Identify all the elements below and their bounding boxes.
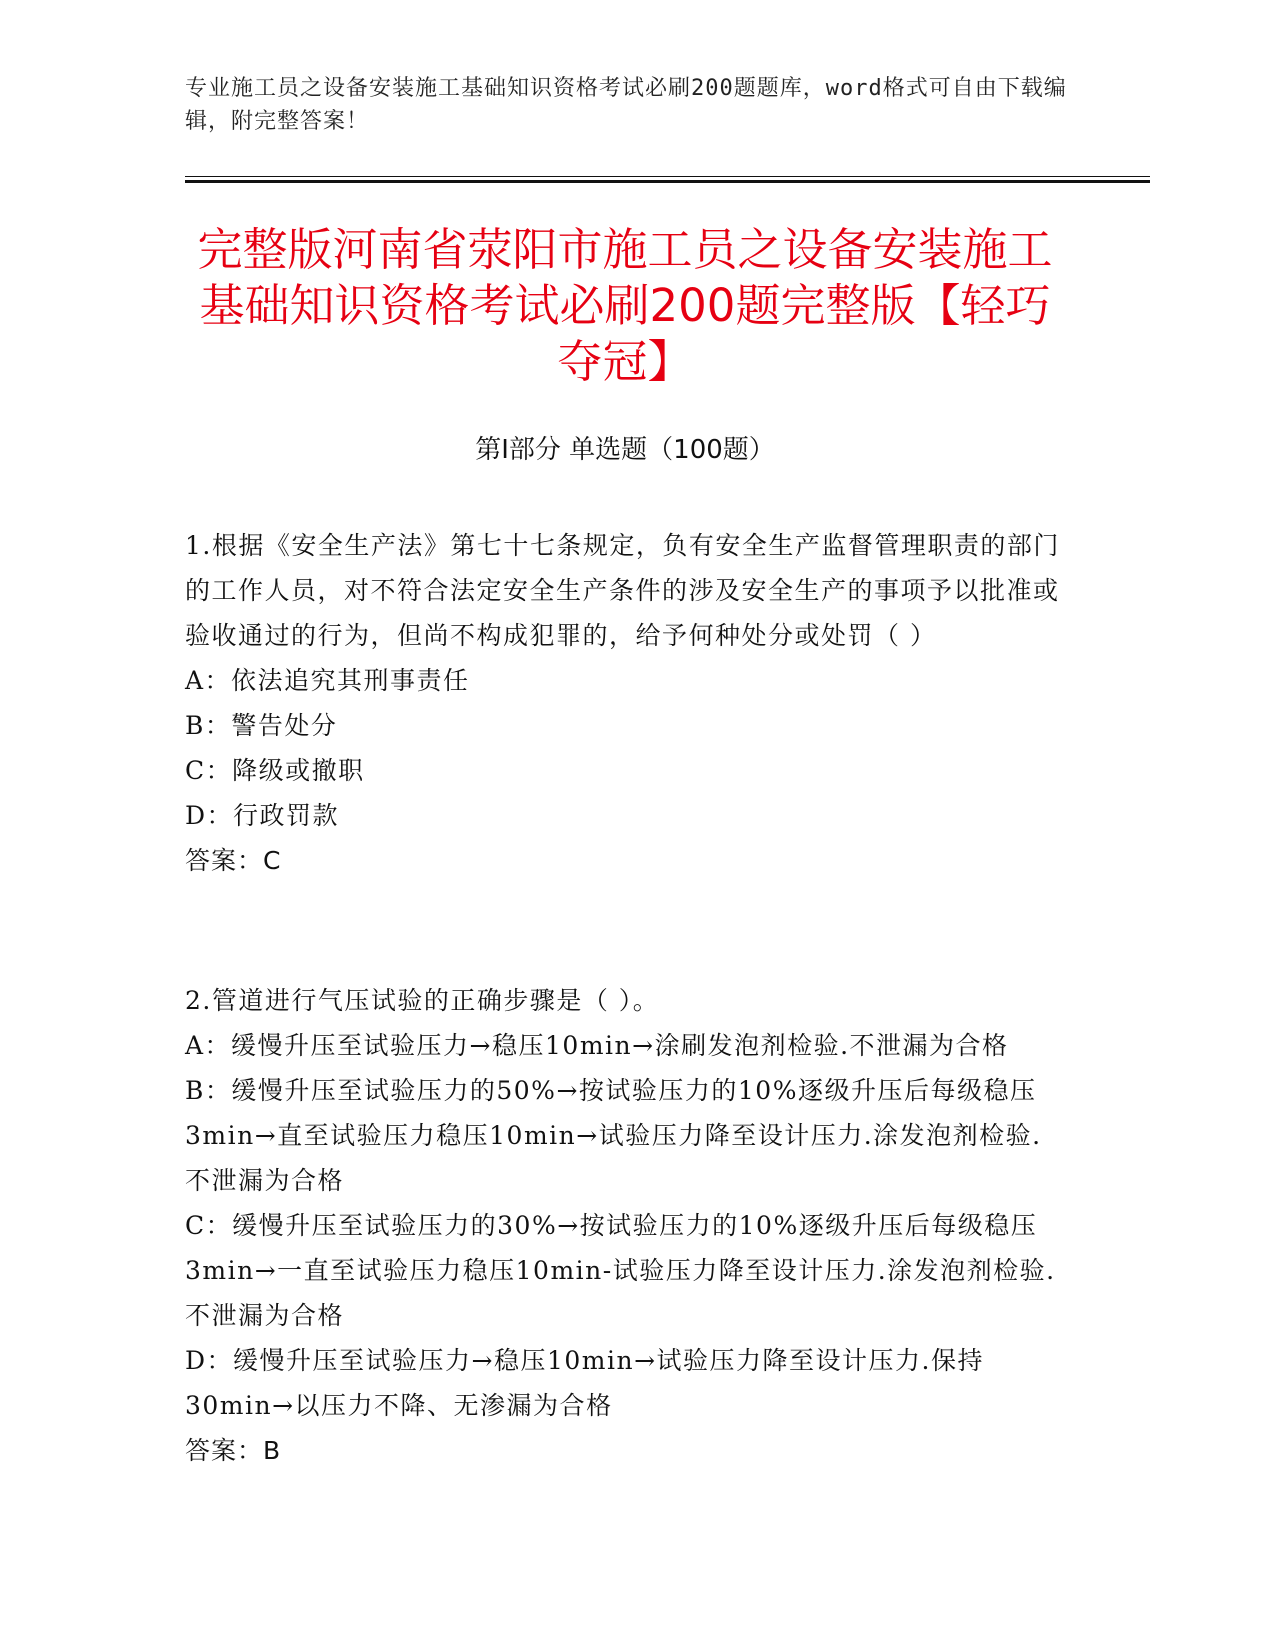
option-a: A：缓慢升压至试验压力→稳压10min→涂刷发泡剂检验.不泄漏为合格 [185,1031,1009,1060]
option-d: D：行政罚款 [185,801,340,830]
answer: 答案：C [185,846,282,875]
option-a: A：依法追究其刑事责任 [185,666,470,695]
section-heading: 第Ⅰ部分 单选题（100题） [475,435,775,465]
header-divider-thick [185,180,1150,183]
question-stem: 2.管道进行气压试验的正确步骤是（ ）。 [185,986,660,1015]
option-c: C：缓慢升压至试验压力的30%→按试验压力的10%逐级升压后每级稳压3min→一直至试验压力稳压10min-试验压力降至设计压力.涂发泡剂检验.不泄漏为合格 [185,1211,1056,1330]
question-2 [185,978,1065,1473]
header-divider-thin [185,176,1150,177]
question-1 [185,523,1065,883]
option-b: B：警告处分 [185,711,338,740]
option-d: D：缓慢升压至试验压力→稳压10min→试验压力降至设计压力.保持30min→以压力不降、无渗漏为合格 [185,1346,985,1420]
header-note: 专业施工员之设备安装施工基础知识资格考试必刷200题题库，word格式可自由下载编辑，附完整答案！ [185,76,1067,134]
option-c: C：降级或撤职 [185,756,365,785]
question-stem: 1.根据《安全生产法》第七十七条规定，负有安全生产监督管理职责的部门的工作人员，对不符合法定安全生产条件的涉及安全生产的事项予以批准或验收通过的行为，但尚不构成犯罪的，给予何种处分或处罚（ ） [185,531,1060,650]
option-b: B：缓慢升压至试验压力的50%→按试验压力的10%逐级升压后每级稳压3min→直至试验压力稳压10min→试验压力降至设计压力.涂发泡剂检验.不泄漏为合格 [185,1076,1042,1195]
answer: 答案：B [185,1436,282,1465]
document-title: 完整版河南省荥阳市施工员之设备安装施工基础知识资格考试必刷200题完整版【轻巧夺冠】 [197,223,1053,388]
